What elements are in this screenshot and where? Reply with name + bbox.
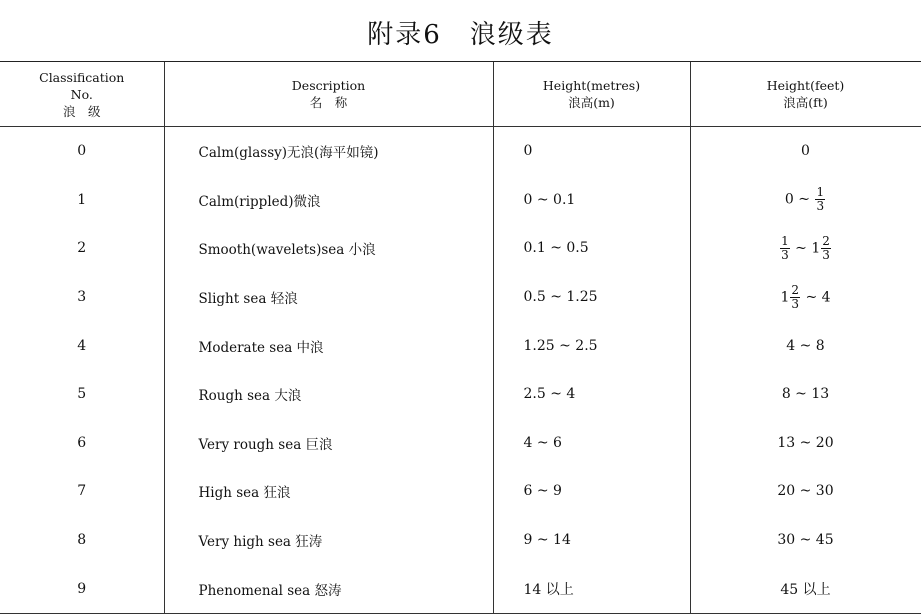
description-cell: Phenomenal sea 怒涛	[164, 564, 493, 613]
fraction-denominator: 3	[781, 247, 789, 262]
description-cell: Very high sea 狂涛	[164, 516, 493, 565]
table-header-row	[0, 62, 921, 127]
fraction-denominator: 3	[822, 247, 830, 262]
height-feet-cell: 13 ~ 20	[690, 419, 921, 468]
header-description: Description 名 称	[164, 62, 493, 127]
classification-cell: 5	[0, 370, 164, 419]
fraction	[815, 186, 825, 213]
height-feet-cell: 20 ~ 30	[690, 467, 921, 516]
height-feet-cell	[690, 176, 921, 225]
table-row	[0, 127, 921, 176]
classification-cell: 6	[0, 419, 164, 468]
height-metres-cell: 0 ~ 0.1	[493, 176, 690, 225]
description-cell: Calm(glassy)无浪(海平如镜)	[164, 127, 493, 176]
classification-cell: 8	[0, 516, 164, 565]
header-classification: Classification No. 浪 级	[0, 62, 164, 127]
description-cell: Slight sea 轻浪	[164, 273, 493, 322]
height-feet-cell: 4 ~ 8	[690, 321, 921, 370]
table-row	[0, 273, 921, 322]
classification-cell: 3	[0, 273, 164, 322]
wave-scale-table-container	[0, 61, 921, 613]
header-height-feet: Height(feet) 浪高(ft)	[690, 62, 921, 127]
classification-cell: 4	[0, 321, 164, 370]
height-feet-cell: 8 ~ 13	[690, 370, 921, 419]
table-body	[0, 127, 921, 614]
table-row	[0, 564, 921, 613]
feet-text: ~ 4	[801, 289, 831, 306]
fraction-denominator: 3	[791, 296, 799, 311]
height-metres-cell: 0.1 ~ 0.5	[493, 224, 690, 273]
height-feet-cell	[690, 224, 921, 273]
description-cell: High sea 狂浪	[164, 467, 493, 516]
height-metres-cell: 1.25 ~ 2.5	[493, 321, 690, 370]
table-row	[0, 419, 921, 468]
fraction-denominator: 3	[816, 199, 825, 214]
fraction	[821, 235, 831, 262]
feet-text: 0 ~	[784, 191, 815, 208]
fraction	[780, 235, 790, 262]
table-row	[0, 370, 921, 419]
height-feet-cell: 0	[690, 127, 921, 176]
height-metres-cell: 4 ~ 6	[493, 419, 690, 468]
page-title: 附录6 浪级表	[367, 20, 554, 50]
table-row	[0, 176, 921, 225]
height-metres-cell: 0.5 ~ 1.25	[493, 273, 690, 322]
classification-cell: 2	[0, 224, 164, 273]
feet-text: ~ 1	[790, 240, 821, 257]
table-row	[0, 516, 921, 565]
description-cell: Smooth(wavelets)sea 小浪	[164, 224, 493, 273]
height-metres-cell: 2.5 ~ 4	[493, 370, 690, 419]
table-row	[0, 224, 921, 273]
fraction-numerator: 2	[822, 233, 830, 248]
fraction-numerator: 2	[791, 282, 799, 297]
feet-text: 1	[780, 289, 790, 306]
table-row	[0, 467, 921, 516]
classification-cell: 9	[0, 564, 164, 613]
height-feet-cell	[690, 273, 921, 322]
height-feet-cell: 45 以上	[690, 564, 921, 613]
classification-cell: 1	[0, 176, 164, 225]
classification-cell: 7	[0, 467, 164, 516]
description-cell: Calm(rippled)微浪	[164, 176, 493, 225]
height-metres-cell: 14 以上	[493, 564, 690, 613]
height-metres-cell: 6 ~ 9	[493, 467, 690, 516]
wave-scale-table	[0, 62, 921, 614]
description-cell: Very rough sea 巨浪	[164, 419, 493, 468]
height-metres-cell: 9 ~ 14	[493, 516, 690, 565]
classification-cell: 0	[0, 127, 164, 176]
fraction-numerator: 1	[781, 233, 789, 248]
height-feet-cell: 30 ~ 45	[690, 516, 921, 565]
height-metres-cell: 0	[493, 127, 690, 176]
header-height-metres: Height(metres) 浪高(m)	[493, 62, 690, 127]
fraction-numerator: 1	[816, 185, 825, 200]
table-row	[0, 321, 921, 370]
description-cell: Rough sea 大浪	[164, 370, 493, 419]
fraction	[790, 284, 800, 311]
description-cell: Moderate sea 中浪	[164, 321, 493, 370]
